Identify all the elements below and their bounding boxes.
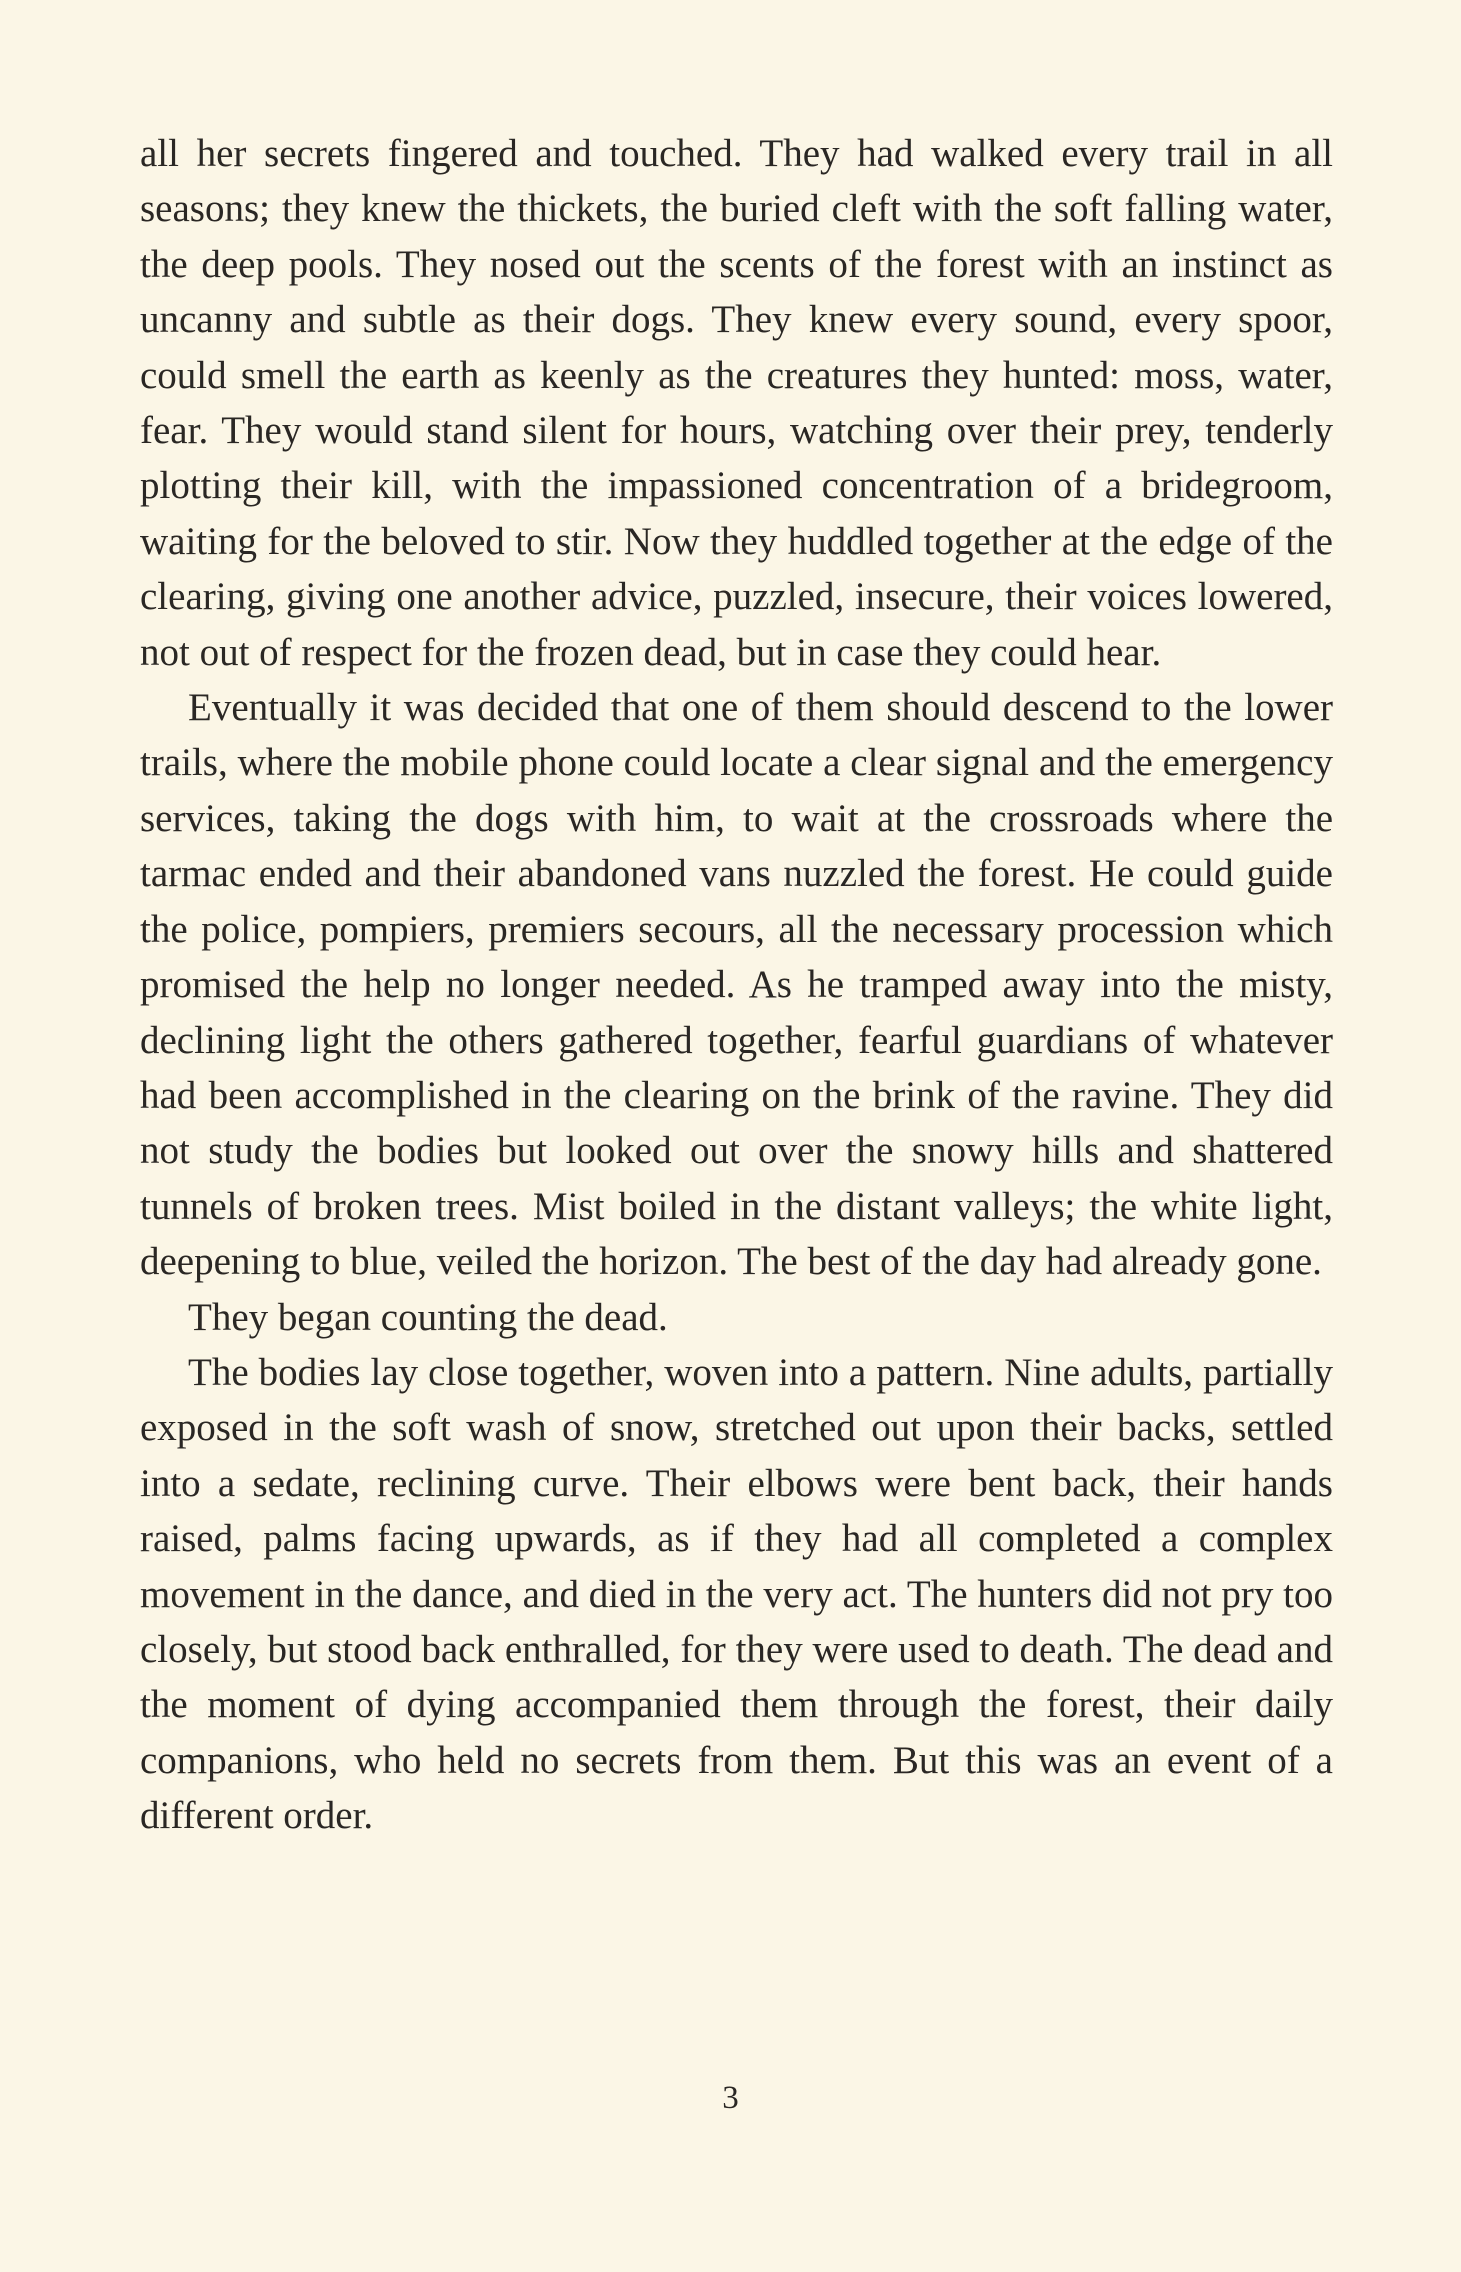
paragraph-4: The bodies lay close together, woven into a pattern. Nine adults, partially exposed in the soft wash of snow, stretched out upon their backs, settled into a sedate, reclining curve. Their elbows were bent back, their hands raised, palms facing upwards, as if they had all completed a complex movement in the dance, and died in the very act. The hunters did not pry too closely, but stood back enthralled, for they were used to death. The dead and the moment of dying accompanied them through the forest, their daily companions, who held no secrets from them. But this was an event of a different order.: [140, 1350, 1333, 1838]
paragraph-3: They began counting the dead.: [188, 1295, 668, 1339]
page-number: 3: [722, 2080, 739, 2116]
paragraph-2: Eventually it was decided that one of them should descend to the lower trails, where the mobile phone could locate a clear signal and the emergency services, taking the dogs with him, to wait at the crossroads where the tarmac ended and their abandoned vans nuzzled the forest. He could guide the police, pompiers, premiers secours, all the necessary procession which promised the help no longer needed. As he tramped away into the misty, declining light the others gathered together, fearful guardians of whatever had been accomplished in the clearing on the brink of the ravine. They did not study the bodies but looked out over the snowy hills and shattered tunnels of broken trees. Mist boiled in the distant valleys; the white light, deepening to blue, veiled the horizon. The best of the day had already gone.: [140, 686, 1333, 1284]
page-body: [140, 126, 1333, 1844]
paragraph-1: all her secrets fingered and touched. They had walked every trail in all seasons; they knew the thickets, the buried cleft with the soft falling water, the deep pools. They nosed out the scents of the forest with an instinct as uncanny and subtle as their dogs. They knew every sound, every spoor, could smell the earth as keenly as the creatures they hunted: moss, water, fear. They would stand silent for hours, watching over their prey, tenderly plotting their kill, with the impassioned concentration of a bridegroom, waiting for the beloved to stir. Now they huddled together at the edge of the clearing, giving one another advice, puzzled, insecure, their voices lowered, not out of respect for the frozen dead, but in case they could hear.: [140, 132, 1333, 674]
